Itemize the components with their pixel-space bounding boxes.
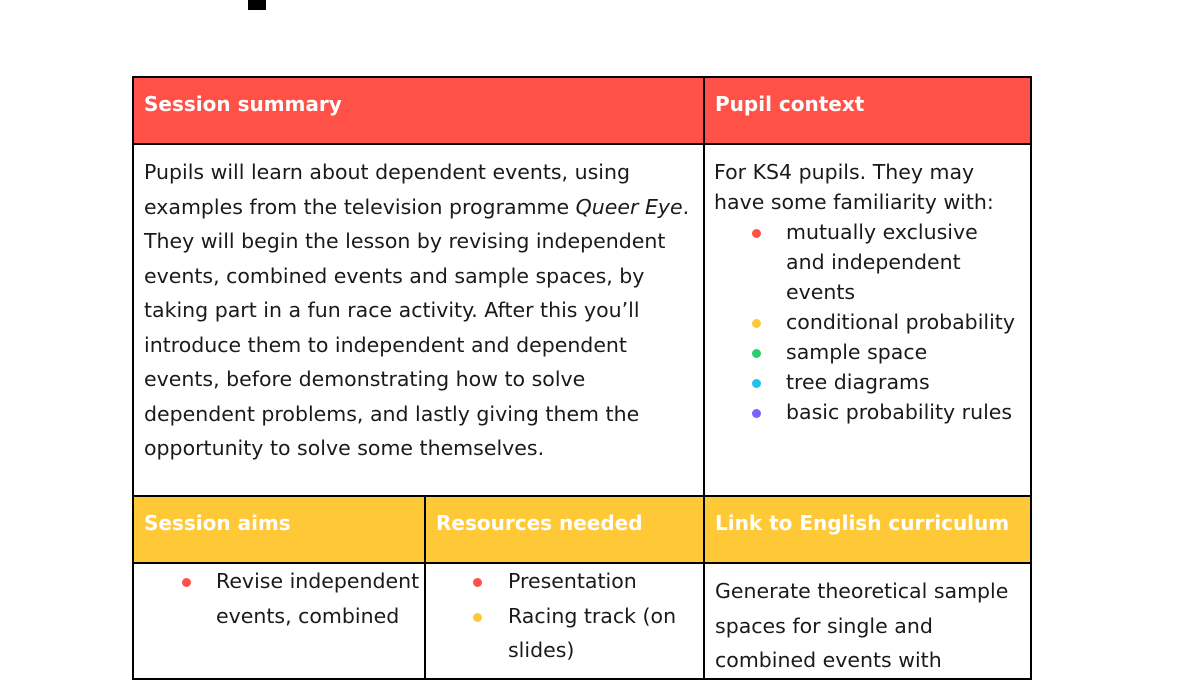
prior-knowledge-item-label: mutually exclusive and independent events — [786, 220, 978, 304]
header-row-bottom — [133, 496, 1031, 563]
session-aim-item — [134, 564, 424, 633]
curriculum-heading: Link to English curriculum — [715, 511, 1010, 535]
session-summary-text — [134, 145, 703, 466]
pupil-context-body — [705, 145, 1030, 427]
summary-text-part2: . They will begin the lesson by revising independent events, combined events and sample spaces, by taking part in a fun race activity. After this you’ll introduce them to independent and dependent events, before demonstrating how to solve dependent problems, and lastly giving them the opportunity to solve some themselves. — [144, 194, 690, 460]
curriculum-text: Generate theoretical sample spaces for single and combined events with — [715, 579, 1009, 672]
bullet-dot-icon — [473, 613, 482, 622]
curriculum-cell — [704, 563, 1031, 679]
resources-list — [426, 564, 703, 668]
resource-item-label: Presentation — [508, 569, 637, 593]
resource-item-label: Racing track (on slides) — [508, 603, 677, 662]
prior-knowledge-item — [714, 337, 1020, 367]
resources-header-cell — [425, 496, 704, 563]
resource-item — [426, 564, 703, 599]
summary-row — [133, 144, 1031, 496]
bullet-dot-icon — [752, 379, 761, 388]
prior-knowledge-item — [714, 397, 1020, 427]
prior-knowledge-item-label: conditional probability — [786, 310, 1015, 334]
session-summary-cell — [133, 144, 704, 496]
prior-knowledge-item-label: tree diagrams — [786, 370, 930, 394]
session-aims-list — [134, 564, 424, 633]
prior-knowledge-item — [714, 217, 1020, 307]
resources-cell — [425, 563, 704, 679]
session-aims-header-cell — [133, 496, 425, 563]
prior-knowledge-item — [714, 367, 1020, 397]
session-aims-heading: Session aims — [144, 511, 291, 535]
title-fragment — [248, 0, 266, 10]
lesson-plan-table — [132, 76, 1032, 680]
bullet-dot-icon — [752, 349, 761, 358]
summary-text-part1: Pupils will learn about dependent events, using examples from the television programme — [144, 160, 630, 219]
pupil-context-cell — [704, 144, 1031, 496]
pupil-context-header-cell — [704, 77, 1031, 144]
bullet-dot-icon — [752, 229, 761, 238]
session-summary-header-cell — [133, 77, 704, 144]
bullet-dot-icon — [752, 319, 761, 328]
pupil-context-intro: For KS4 pupils. They may have some familiarity with: — [714, 160, 994, 214]
resource-item — [426, 599, 703, 668]
aims-row — [133, 563, 1031, 679]
pupil-context-heading: Pupil context — [715, 92, 865, 116]
bullet-dot-icon — [182, 578, 191, 587]
session-aim-item-label: Revise independent events, combined — [216, 569, 420, 628]
session-aims-cell — [133, 563, 425, 679]
curriculum-header-cell — [704, 496, 1031, 563]
prior-knowledge-item — [714, 307, 1020, 337]
header-row-top — [133, 77, 1031, 144]
prior-knowledge-item-label: basic probability rules — [786, 400, 1013, 424]
prior-knowledge-item-label: sample space — [786, 340, 928, 364]
bullet-dot-icon — [473, 578, 482, 587]
session-summary-heading: Session summary — [144, 92, 342, 116]
resources-heading: Resources needed — [436, 511, 643, 535]
show-title: Queer Eye — [575, 194, 683, 219]
bullet-dot-icon — [752, 409, 761, 418]
prior-knowledge-list — [714, 217, 1020, 427]
